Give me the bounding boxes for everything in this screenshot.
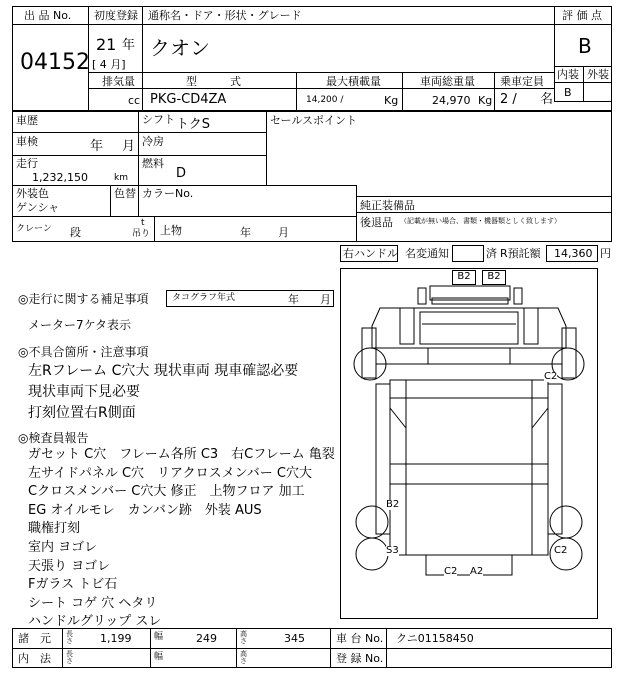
inner-height-label: 高さ bbox=[240, 650, 247, 665]
damage-mark: B2 bbox=[386, 499, 400, 510]
crane-ton: t bbox=[141, 218, 145, 228]
r-reserve-value: 14,360 bbox=[554, 247, 593, 260]
supplement-title: ◎走行に関する補足事項 bbox=[18, 292, 149, 306]
vehicle-name: クオン bbox=[150, 36, 210, 60]
chassis-label: 車 台 No. bbox=[336, 632, 384, 645]
exterior-label: 外装 bbox=[587, 68, 609, 81]
width-label: 幅 bbox=[154, 632, 164, 642]
height-label: 高さ bbox=[240, 630, 247, 645]
fuel-value: D bbox=[176, 166, 187, 181]
damage-mark: B2 bbox=[482, 270, 506, 285]
history-label: 車歴 bbox=[16, 114, 38, 127]
gross-weight-unit: Kg bbox=[478, 94, 493, 107]
supplement-line: メーター7ケタ表示 bbox=[28, 318, 132, 332]
inspector-line: 室内 ヨゴレ bbox=[28, 540, 98, 555]
inspector-line: EG オイルモレ カンバン跡 外装 AUS bbox=[28, 502, 262, 518]
inner-width-label: 幅 bbox=[154, 652, 164, 662]
lot-no: 04152 bbox=[20, 50, 90, 75]
inspector-line: 左サイドパネル C穴 リアクロスメンバー C穴大 bbox=[28, 465, 312, 481]
color-no-label: カラーNo. bbox=[142, 187, 194, 200]
inspector-line: Cクロスメンバー C穴大 修正 上物フロア 加工 bbox=[28, 484, 305, 500]
shift-value: トクS bbox=[176, 117, 210, 132]
exterior-color-label: 外装色 bbox=[16, 187, 49, 200]
defect-line: 打刻位置右R側面 bbox=[28, 405, 136, 421]
mileage-value: 1,232,150 bbox=[32, 171, 88, 184]
inspection-label: 車検 bbox=[16, 135, 38, 148]
r-reserve-unit: 円 bbox=[600, 247, 611, 260]
inner-label: 内 法 bbox=[18, 652, 51, 665]
aftermarket-note: （記載が無い場合、書類・機器類としく致します） bbox=[400, 217, 561, 225]
height-value: 345 bbox=[284, 632, 305, 645]
defect-line: 現状車両下見必要 bbox=[28, 384, 140, 400]
reg-label: 登 録 No. bbox=[336, 652, 384, 665]
inspector-line: シート コゲ 穴 ヘタリ bbox=[28, 595, 158, 611]
aftermarket-label: 後退品 bbox=[360, 216, 393, 229]
max-load-label: 最大積載量 bbox=[326, 75, 381, 88]
body-year: 年 bbox=[240, 226, 251, 239]
chassis-value: クニ01158450 bbox=[396, 632, 474, 645]
damage-mark: C2 bbox=[554, 545, 568, 556]
model-label: 型 式 bbox=[186, 75, 241, 88]
right-handle: 右ハンドル bbox=[343, 247, 398, 260]
color-value: ゲンシャ bbox=[16, 201, 60, 214]
crane-hanging: 吊り bbox=[132, 229, 151, 239]
body-month: 月 bbox=[278, 226, 289, 239]
damage-mark: B2 bbox=[452, 270, 476, 285]
defects-title: ◎不具合箇所・注意事項 bbox=[18, 345, 149, 359]
inspector-title: ◎検査員報告 bbox=[18, 431, 89, 445]
grade-value: B bbox=[578, 34, 592, 58]
inspection-month: 月 bbox=[122, 139, 136, 154]
gross-weight-value: 24,970 bbox=[432, 94, 471, 107]
shift-label: シフト bbox=[142, 113, 175, 126]
defect-line: 左Rフレーム C穴大 現状車両 現車確認必要 bbox=[28, 363, 299, 379]
max-load-value: 14,200 / bbox=[306, 95, 344, 105]
inspector-line: 天張り ヨゴレ bbox=[28, 558, 111, 574]
inspector-line: ガセット C穴 フレーム各所 C3 右Cフレーム 亀裂 bbox=[28, 447, 335, 462]
crane-label: クレーン bbox=[16, 224, 52, 234]
gross-weight-label: 車両総重量 bbox=[420, 75, 475, 88]
genuine-equipment-label: 純正装備品 bbox=[360, 199, 415, 212]
year-unit: 年 bbox=[122, 38, 136, 53]
capacity-label: 乗車定員 bbox=[500, 75, 544, 88]
inspection-year: 年 bbox=[90, 139, 104, 154]
capacity-unit: 名 bbox=[540, 92, 554, 107]
model-value: PKG-CD4ZA bbox=[150, 92, 227, 107]
r-reserve-label: R預託額 bbox=[500, 247, 541, 260]
body-label: 上物 bbox=[160, 224, 182, 237]
interior-value: B bbox=[564, 86, 572, 99]
name-change-box bbox=[452, 245, 484, 262]
name-change-mark: 済 bbox=[486, 247, 497, 260]
length-label: 長さ bbox=[66, 630, 73, 645]
inspector-line: ハンドルグリップ スレ bbox=[28, 614, 162, 630]
interior-label: 内装 bbox=[557, 68, 579, 81]
damage-mark: S3 bbox=[386, 545, 399, 556]
width-value: 249 bbox=[196, 632, 217, 645]
grade-label: 評 価 点 bbox=[562, 9, 602, 22]
inspector-line: 職権打刻 bbox=[28, 521, 81, 537]
max-load-unit: Kg bbox=[384, 94, 399, 107]
inspector-line: Fガラス トビ石 bbox=[28, 577, 118, 593]
year-value: 21 bbox=[96, 35, 117, 54]
displacement-unit: cc bbox=[128, 94, 141, 107]
name-change-label: 名変通知 bbox=[405, 247, 449, 260]
dims-label: 諸 元 bbox=[18, 632, 51, 645]
damage-mark: C2 bbox=[544, 371, 558, 382]
capacity-value: 2 / bbox=[500, 92, 517, 107]
inner-length-label: 長さ bbox=[66, 650, 73, 665]
displacement-label: 排気量 bbox=[102, 75, 135, 88]
lot-no-label: 出 品 No. bbox=[24, 9, 72, 22]
damage-mark: C2 bbox=[444, 566, 458, 577]
tachograph-year: 年 bbox=[288, 293, 299, 306]
damage-mark: A2 bbox=[470, 566, 484, 577]
name-label: 通称名・ドア・形状・グレード bbox=[148, 9, 302, 22]
mileage-unit: km bbox=[114, 173, 128, 183]
fuel-label: 燃料 bbox=[142, 157, 164, 170]
length-value: 1,199 bbox=[100, 632, 132, 645]
color-change-label: 色替 bbox=[114, 187, 136, 200]
month-value: [ 4 月] bbox=[92, 58, 126, 71]
mileage-label: 走行 bbox=[16, 157, 38, 170]
ac-label: 冷房 bbox=[142, 135, 164, 148]
tachograph-month: 月 bbox=[320, 293, 331, 306]
truck-diagram bbox=[340, 268, 598, 619]
sales-point-label: セールスポイント bbox=[270, 114, 358, 127]
tachograph-label: タコグラフ年式 bbox=[172, 293, 236, 303]
first-reg-label: 初度登録 bbox=[94, 9, 138, 22]
crane-stage: 段 bbox=[70, 226, 81, 239]
